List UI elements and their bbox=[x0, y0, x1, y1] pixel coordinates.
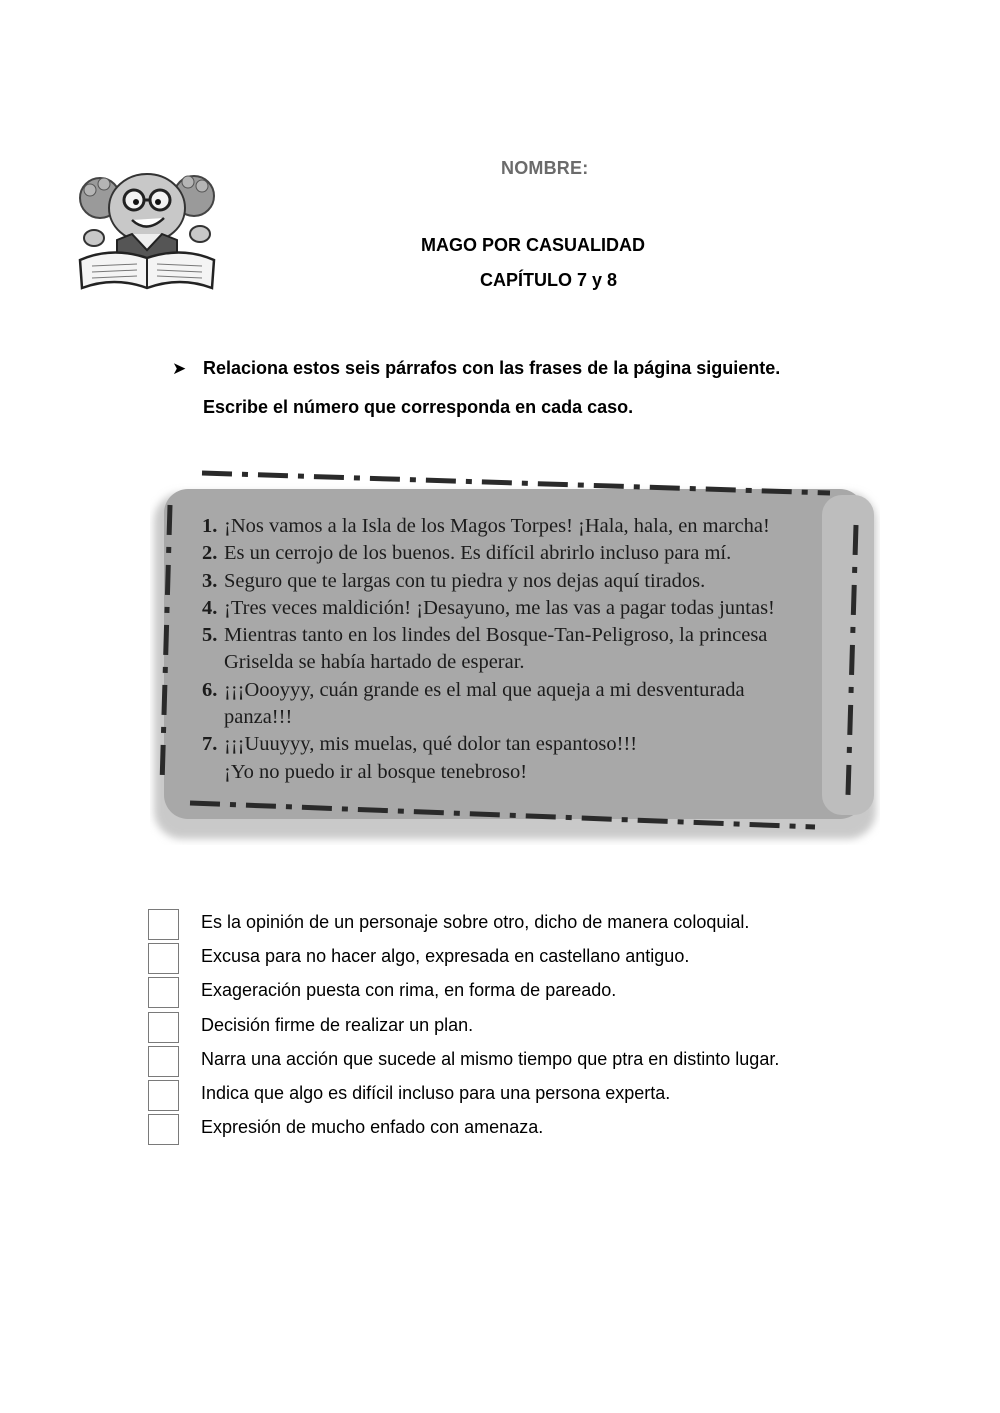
page-title: MAGO POR CASUALIDAD bbox=[421, 235, 645, 255]
girl-reading-book-icon bbox=[72, 160, 222, 295]
matching-row bbox=[148, 1045, 908, 1079]
quote-number: 5. bbox=[202, 624, 218, 647]
matching-row bbox=[148, 1011, 908, 1045]
quote-text: Es un cerrojo de los buenos. Es difícil abrirlo incluso para mí. bbox=[224, 542, 732, 565]
quote-line bbox=[202, 704, 842, 731]
quote-line bbox=[202, 595, 842, 622]
chapter-subtitle: CAPÍTULO 7 y 8 bbox=[480, 270, 618, 290]
quote-text: ¡Yo no puedo ir al bosque tenebroso! bbox=[224, 760, 528, 783]
quote-text: ¡Tres veces maldición! ¡Desayuno, me las vas a pagar todas juntas! bbox=[224, 596, 775, 619]
quotes-list bbox=[202, 513, 842, 786]
instruction-line-2: Escribe el número que corresponda en cada caso. bbox=[203, 397, 634, 417]
matching-statement: Excusa para no hacer algo, expresada en castellano antiguo. bbox=[201, 946, 690, 967]
answer-box[interactable] bbox=[148, 977, 179, 1008]
quote-text: ¡Nos vamos a la Isla de los Magos Torpes! ¡Hala, hala, en marcha! bbox=[224, 515, 770, 537]
matching-row bbox=[148, 1079, 908, 1113]
matching-row bbox=[148, 942, 908, 976]
quote-line bbox=[202, 677, 842, 704]
quote-number: 3. bbox=[202, 569, 218, 592]
quotes-panel bbox=[150, 465, 880, 845]
quote-text: ¡¡¡Uuuyyy, mis muelas, qué dolor tan espantoso!!! bbox=[224, 733, 638, 756]
quote-line bbox=[202, 513, 842, 540]
matching-statement: Es la opinión de un personaje sobre otro, dicho de manera coloquial. bbox=[201, 912, 750, 932]
answer-box[interactable] bbox=[148, 1046, 179, 1077]
instruction-line-1: Relaciona estos seis párrafos con las frases de la página siguiente. bbox=[203, 358, 781, 378]
quote-number: 1. bbox=[202, 515, 218, 537]
quote-line bbox=[202, 649, 842, 676]
quote-number: 7. bbox=[202, 733, 218, 756]
matching-list bbox=[148, 908, 908, 1147]
quote-number: 4. bbox=[202, 596, 218, 619]
matching-row bbox=[148, 976, 908, 1010]
answer-box[interactable] bbox=[148, 1012, 179, 1043]
quote-line bbox=[202, 568, 842, 595]
quote-line bbox=[202, 540, 842, 567]
answer-box[interactable] bbox=[148, 909, 179, 940]
matching-statement: Decisión firme de realizar un plan. bbox=[201, 1014, 474, 1035]
matching-row bbox=[148, 908, 908, 942]
quote-text: panza!!! bbox=[224, 706, 293, 729]
matching-statement: Narra una acción que sucede al mismo tiempo que ptra en distinto lugar. bbox=[201, 1048, 780, 1069]
answer-box[interactable] bbox=[148, 1114, 179, 1145]
matching-row bbox=[148, 1113, 908, 1147]
answer-box[interactable] bbox=[148, 1080, 179, 1111]
quote-number: 2. bbox=[202, 542, 218, 565]
quote-text: Mientras tanto en los lindes del Bosque-Tan-Peligroso, la princesa bbox=[224, 624, 768, 647]
quote-number: 6. bbox=[202, 678, 218, 701]
matching-statement: Indica que algo es difícil incluso para una persona experta. bbox=[201, 1082, 671, 1103]
matching-statement: Expresión de mucho enfado con amenaza. bbox=[201, 1117, 544, 1138]
quote-line bbox=[202, 622, 842, 649]
matching-statement: Exageración puesta con rima, en forma de pareado. bbox=[201, 980, 617, 1001]
quote-text: Seguro que te largas con tu piedra y nos dejas aquí tirados. bbox=[224, 569, 706, 592]
quote-line bbox=[202, 759, 842, 786]
arrow-bullet-icon: ➤ bbox=[172, 359, 187, 378]
nombre-label: NOMBRE: bbox=[501, 158, 589, 178]
quote-text: ¡¡¡Oooyyy, cuán grande es el mal que aqueja a mi desventurada bbox=[224, 678, 745, 701]
quote-line bbox=[202, 731, 842, 758]
quote-text: Griselda se había hartado de esperar. bbox=[224, 651, 525, 674]
answer-box[interactable] bbox=[148, 943, 179, 974]
